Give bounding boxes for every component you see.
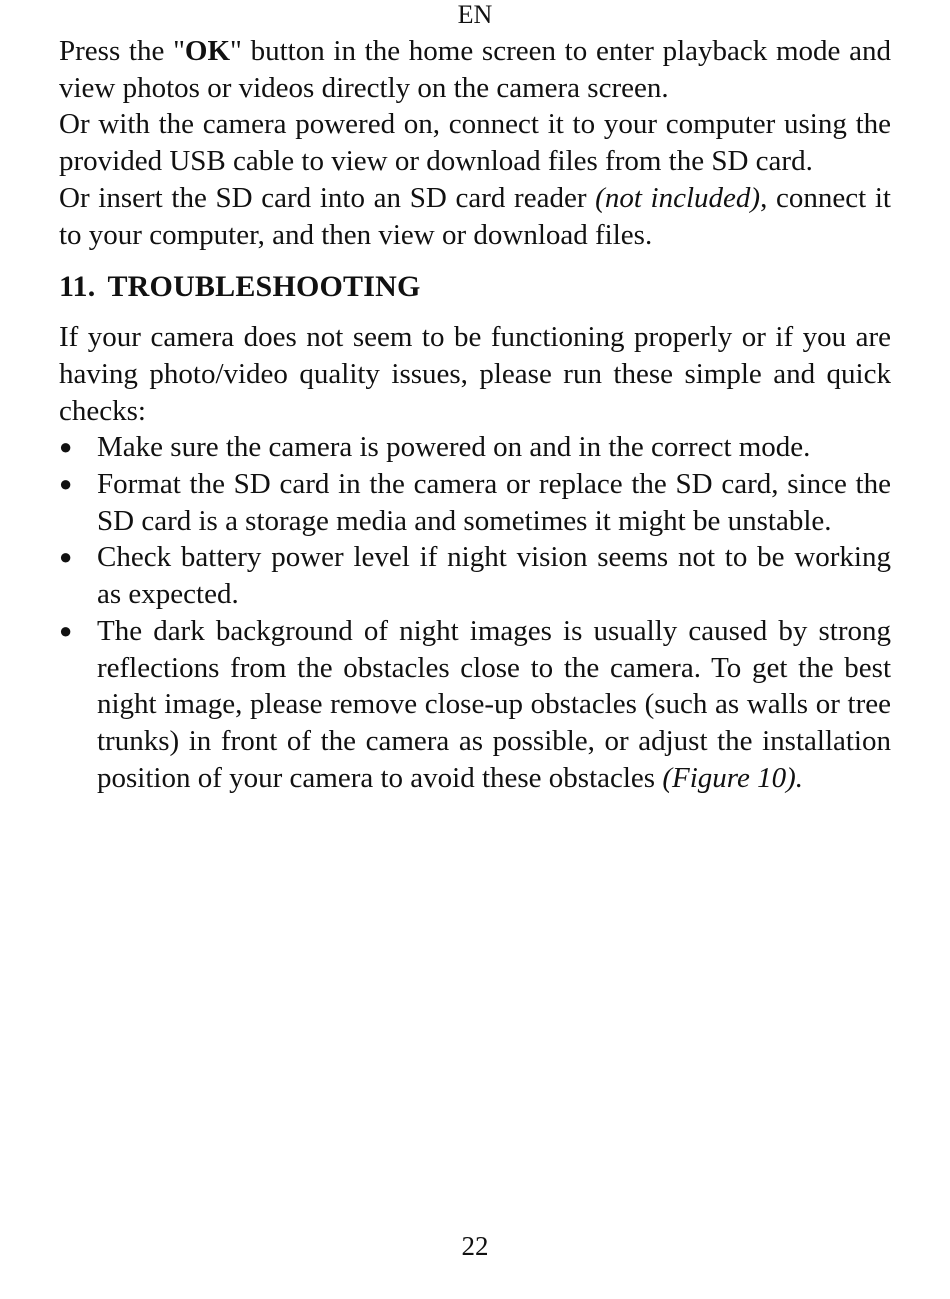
paragraph-playback	[59, 33, 891, 106]
section-heading	[59, 267, 891, 307]
page-number: 22	[461, 1231, 489, 1261]
list-item-text: Check battery power level if night vision seems not to be working as expected.	[97, 541, 891, 611]
list-item	[59, 429, 891, 466]
paragraph-playback-pre: Press the "	[59, 35, 185, 67]
figure-reference: (Figure 10).	[662, 761, 804, 794]
paragraph-card-reader-post: , connect it to your computer, and then view or download files.	[59, 181, 891, 251]
paragraph-usb: Or with the camera powered on, connect it to your computer using the provided USB cable to view or download files from the SD card.	[59, 108, 891, 178]
paragraph-card-reader-pre: Or insert the SD card into an SD card reader	[59, 181, 596, 214]
bullet-icon: ●	[59, 471, 73, 497]
list-item	[59, 539, 891, 612]
list-item	[59, 466, 891, 539]
ok-button-label: OK	[184, 35, 231, 67]
paragraph-playback-post: " button in the home screen to enter playback mode and view photos or videos directly on the camera screen.	[59, 35, 891, 104]
list-item-text: The dark background of night images is usually caused by strong reflections from the obstacles close to the camera. To get the best night image, please remove close-up obstacles (such as walls or tree trunks) in front of the camera as possible, or adjust the installation position of your camera to avoid these obstacles	[97, 614, 891, 794]
section-number: 11.	[59, 270, 96, 304]
not-included-note: (not included)	[595, 181, 761, 214]
bullet-icon: ●	[59, 617, 73, 643]
troubleshooting-intro: If your camera does not seem to be functioning properly or if you are having photo/video quality issues, please run these simple and quick checks:	[59, 321, 891, 427]
paragraph-card-reader	[59, 180, 891, 253]
checklist	[59, 429, 891, 796]
list-item-text: Make sure the camera is powered on and in the correct mode.	[97, 431, 811, 464]
language-code: EN	[457, 0, 493, 29]
page-content	[59, 33, 891, 796]
section-title: TROUBLESHOOTING	[107, 270, 421, 304]
bullet-icon: ●	[59, 544, 73, 570]
list-item-text: Format the SD card in the camera or replace the SD card, since the SD card is a storage media and sometimes it might be unstable.	[97, 468, 891, 537]
bullet-icon: ●	[59, 434, 73, 460]
list-item	[59, 613, 891, 797]
